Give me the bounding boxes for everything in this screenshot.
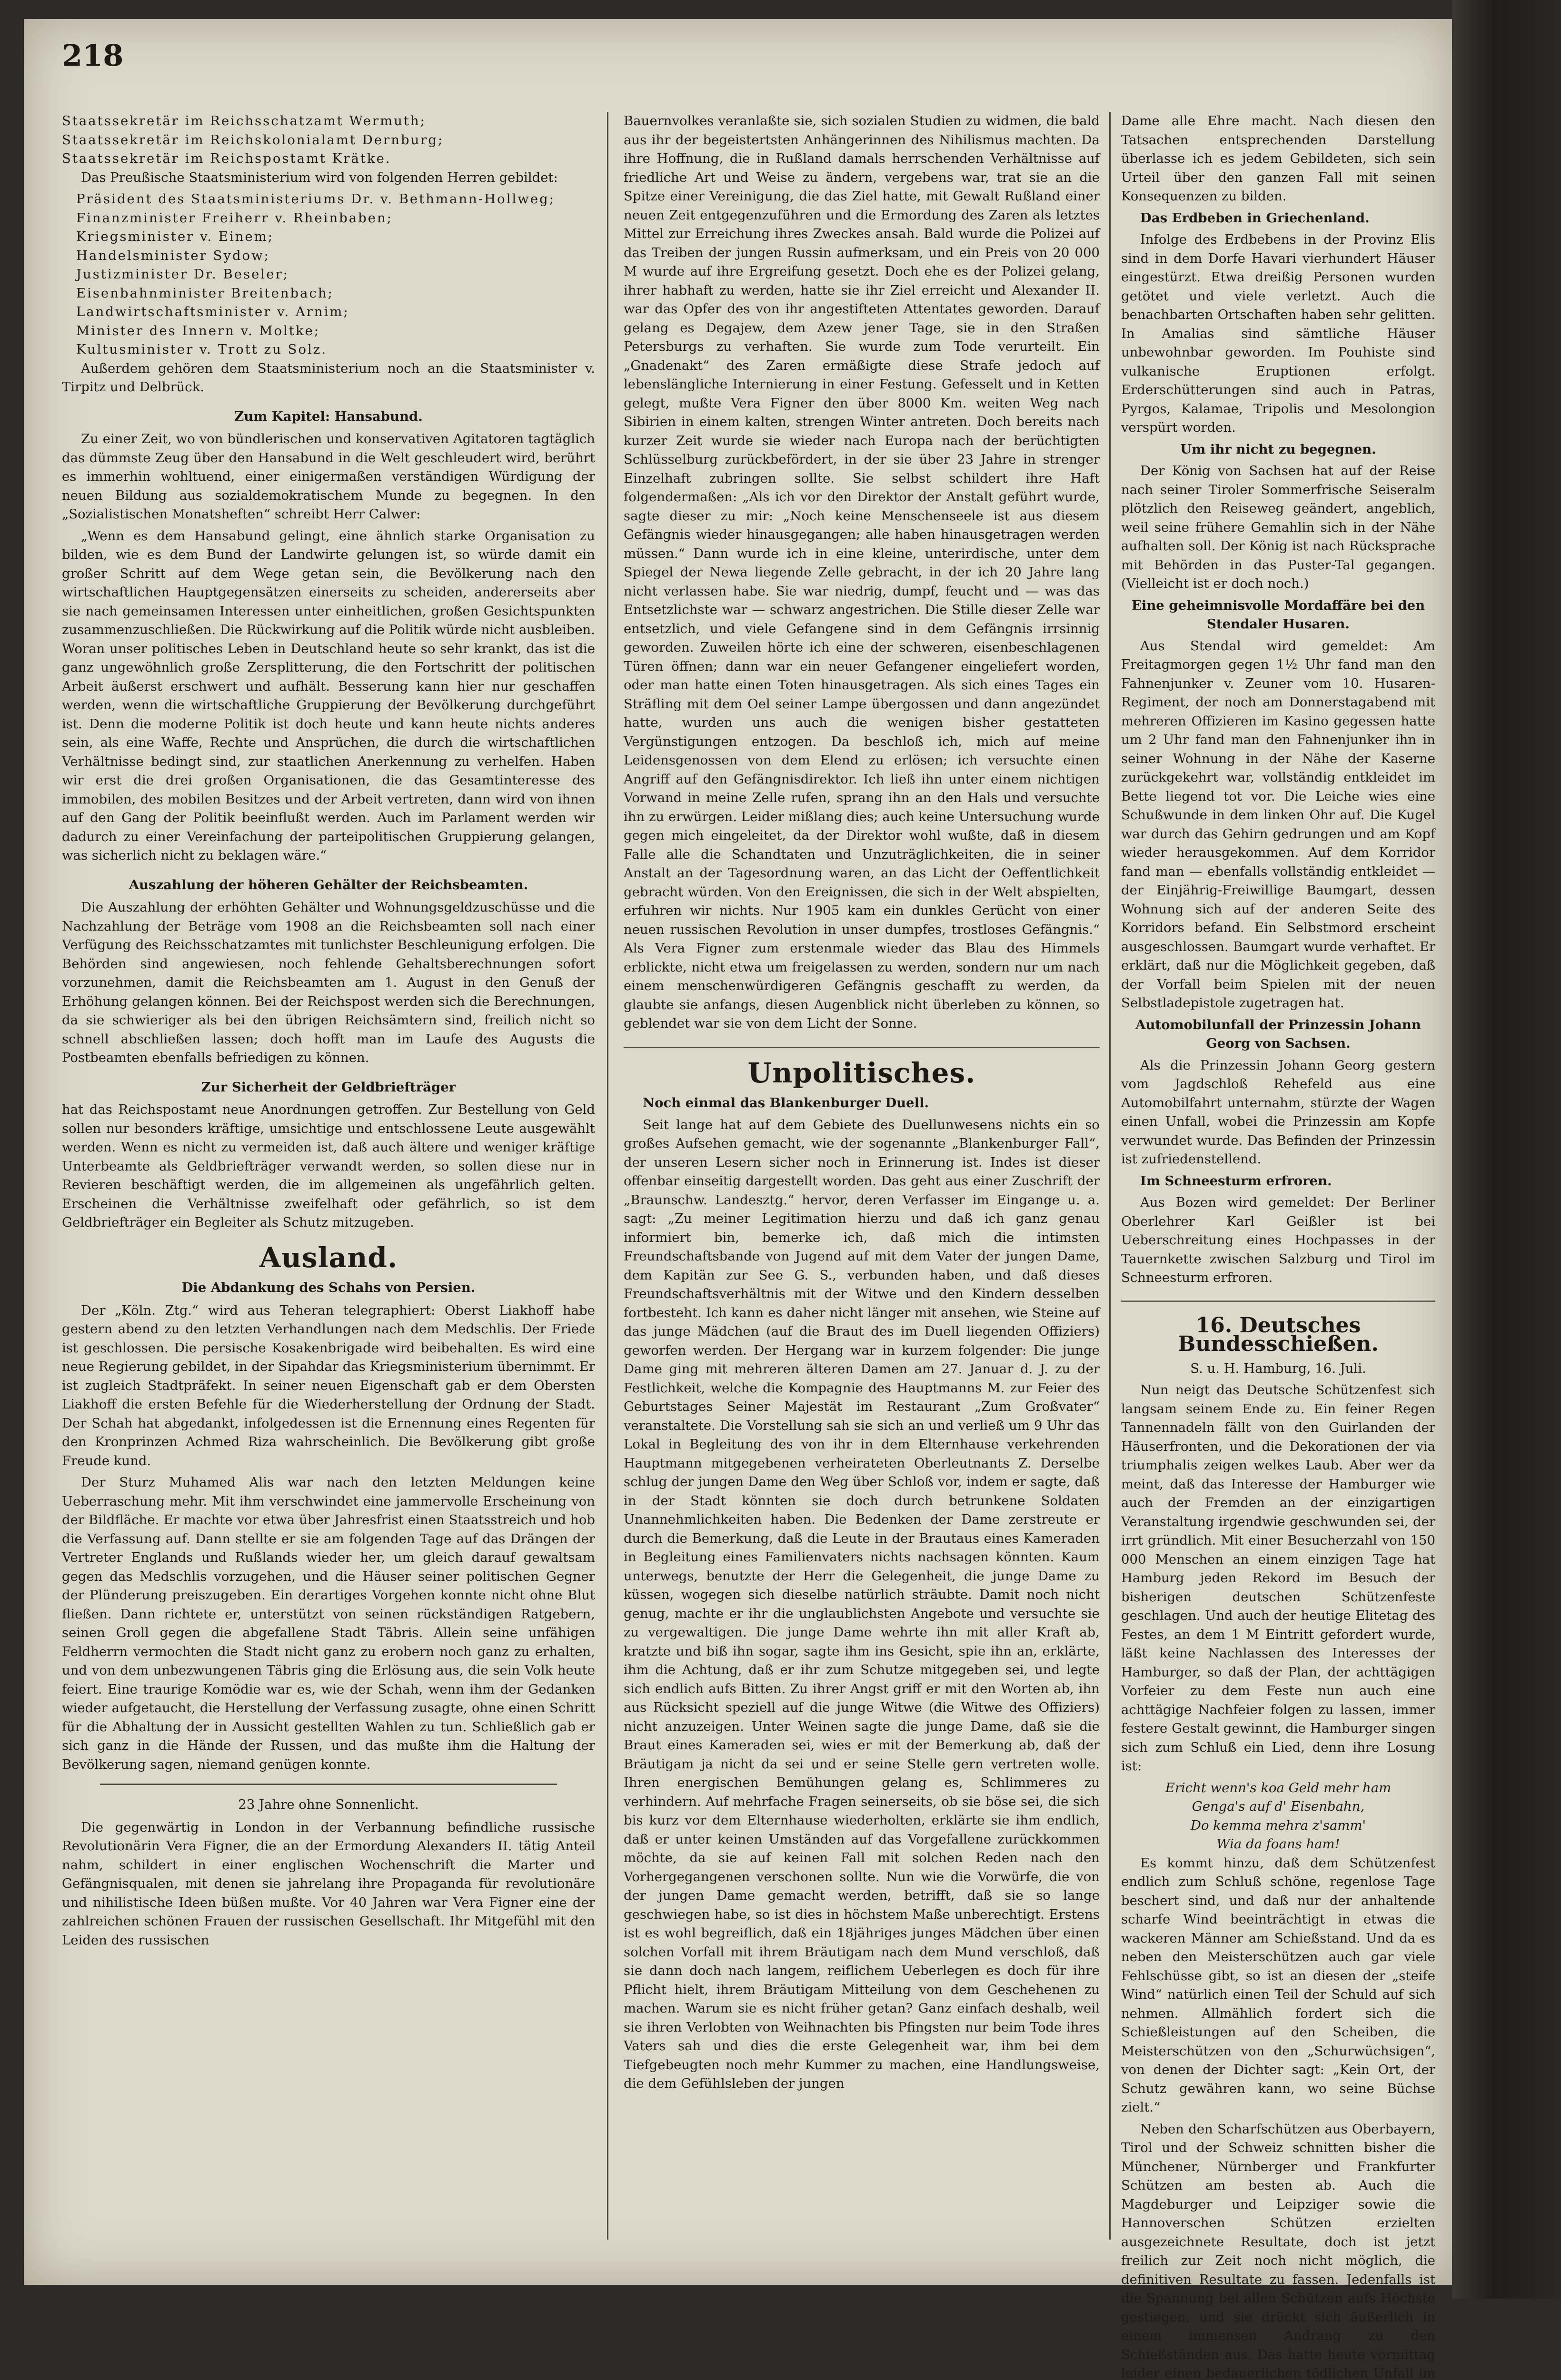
- ausland-title: Ausland.: [62, 1249, 595, 1268]
- erdbeben-para: Infolge des Erdbebens in der Provinz Elis sind in dem Dorfe Havari vierhundert Häuser eingestürzt. Etwa dreißig Personen wurden getötet und viele verletzt. Auch die benachbarten Ortschaften haben sehr gelitten. In Amalias sind sämtliche Häuser unbewohnbar geworden. Im Pouhiste sind vulkanische Eruptionen erfolgt. Erderschütterungen sind auch in Patras, Pyrgos, Kalamae, Tripolis und Mesolongion verspürt worden.: [1121, 230, 1435, 437]
- verse-line-4: Wia da foans ham!: [1121, 1835, 1435, 1854]
- geldbrief-title: Zur Sicherheit der Geldbriefträger: [62, 1078, 595, 1097]
- column-rule-2: [1109, 112, 1111, 2240]
- verse-line-1: Ericht wenn's koa Geld mehr ham: [1121, 1779, 1435, 1798]
- book-binding: [1452, 0, 1561, 2299]
- ministry-outro: Außerdem gehören dem Staatsministerium noch an die Staatsminister v. Tirpitz und Delbrück.: [62, 359, 595, 397]
- minister-6: Eisenbahnminister Breitenbach;: [62, 284, 595, 303]
- minister-8: Minister des Innern v. Moltke;: [62, 322, 595, 341]
- minister-2: Finanzminister Freiherr v. Rheinbaben;: [62, 209, 595, 228]
- figner-para: Bauernvolkes veranlaßte sie, sich sozialen Studien zu widmen, die bald aus ihr der begeistertsten Anhängerinnen des Nihilismus machten. Da ihre Hoffnung, die in Rußland damals herrschenden Verhältnisse auf friedliche Art und Weise zu ändern, vergebens war, trat sie an die Spitze einer Vereinigung, die das Ziel hatte, mit Gewalt Rußland einer neuen Zeit entgegenzuführen und die Ermordung des Zaren als letztes Mittel zur Erreichung ihres Zweckes ansah. Bald wurde die Polizei auf das Treiben der jungen Russin aufmerksam, und ein Preis von 20 000 M wurde auf ihre Ergreifung gesetzt. Doch ehe es der Polizei gelang, ihrer habhaft zu werden, hatte sie ihr Ziel erreicht und Alexander II. war das Opfer des von ihr angestifteten Attentates geworden. Darauf gelang es Degajew, dem Azew jener Tage, sie in den Straßen Petersburgs zu verhaften. Sie wurde zum Tode verurteilt. Ein „Gnadenakt“ des Zaren ermäßigte diese Strafe jedoch auf lebenslängliche Internierung in einer Festung. Gefesselt und in Ketten gelegt, mußte Vera Figner den über 8000 Km. weiten Weg nach Sibirien in einem kalten, strengen Winter antreten. Doch bereits nach kurzer Zeit wurde sie wieder nach Europa nach der berüchtigten Schlüsselburg zurückbefördert, in der sie über 23 Jahre in strenger Einzelhaft zubringen sollte. Sie selbst schildert ihre Haft folgendermaßen: „Als ich vor den Direktor der Anstalt geführt wurde, sagte dieser zu mir: „Noch keine Menschenseele ist aus diesem Gefängnis wieder hinausgegangen; alle haben hinausgetragen werden müssen.“ Dann wurde ich in eine kleine, unterirdische, unter dem Spiegel der Newa liegende Zelle gebracht, in der ich 20 Jahre lang nicht verlassen habe. Sie war niedrig, dumpf, feucht und — was das Entsetzlichste war — schwarz angestrichen. Die Stille dieser Zelle war entsetzlich, und viele Gefangene sind in dem Gefängnis irrsinnig geworden. Zuweilen hörte ich eine der schweren, eisenbeschlagenen Türen öffnen; dann war ein neuer Gefangener eingeliefert worden, oder man hatte einen Toten hinausgetragen. Als sich eines Tages ein Sträfling mit dem Oel seiner Lampe übergossen und dann angezündet hatte, wurden uns auch die wenigen bisher gestatteten Vergünstigungen entzogen. Da beschloß ich, mich auf meine Leidensgenossen von dem Elend zu erlösen; ich versuchte einen Angriff auf den Gefängnisdirektor. Ich ließ ihn unter einem nichtigen Vorwand in meine Zelle rufen, sprang ihn an den Hals und versuchte ihn zu erwürgen. Leider mißlang dies; auch keine Untersuchung wurde gegen mich eingeleitet, da der Direktor wohl wußte, daß in diesem Falle alle die Schandtaten und Unzuträglichkeiten, die in seiner Anstalt an der Tagesordnung waren, an das Licht der Oeffentlichkeit gebracht würden. Von den Ereignissen, die sich in der Welt abspielten, erfuhren wir nichts. Nur 1905 kam ein dunkles Gerücht von einer neuen russischen Revolution in unser dumpfes, trostloses Gefängnis.“ Als Vera Figner zum erstenmale wieder das Blau des Himmels erblickte, nicht etwa um freigelassen zu werden, sondern nur um nach einem menschenwürdigeren Gefängnis geschafft zu werden, da glaubte sie anfangs, diesen Augenblick nicht überleben zu können, so geblendet war sie von dem Licht der Sonne.: [624, 112, 1100, 1033]
- minister-4: Handelsminister Sydow;: [62, 247, 595, 266]
- divider: [100, 1784, 557, 1785]
- hansabund-title: Zum Kapitel: Hansabund.: [62, 407, 595, 426]
- geldbrief-para: hat das Reichspostamt neue Anordnungen getroffen. Zur Bestellung von Geld sollen nur besonders kräftige, umsichtige und entschlossene Leute ausgewählt werden. Wenn es nicht zu vermeiden ist, daß auch ältere und weniger kräftige Unterbeamte als Geldbriefträger verwandt werden, so sollen diese nur in Revieren beschäftigt werden, die im allgemeinen als ungefährlich gelten. Erscheinen die Verhältnisse zweifelhaft oder gefährlich, so ist dem Geldbriefträger ein Begleiter als Schutz mitzugeben.: [62, 1101, 595, 1232]
- schah-para-1: Der „Köln. Ztg.“ wird aus Teheran telegraphiert: Oberst Liakhoff habe gestern abend zu den letzten Verhandlungen nach dem Medschlis. Der Friede ist geschlossen. Die persische Kosakenbrigade wird beibehalten. Es wird eine neue Regierung gebildet, in der Sipahdar das Kriegsministerium übernimmt. Er ist zugleich Stadtpräfekt. In seiner neuen Eigenschaft gab er dem Obersten Liakhoff die ersten Befehle für die Wiederherstellung der Ordnung der Stadt. Der Schah hat abgedankt, infolgedessen ist die Ernennung eines Regenten für den Kronprinzen Achmed Riza wahrscheinlich. Die Bevölkerung gibt große Freude kund.: [62, 1301, 595, 1471]
- gehaelter-title: Auszahlung der höheren Gehälter der Reichsbeamten.: [62, 876, 595, 895]
- secretary-line-3: Staatssekretär im Reichspostamt Krätke.: [62, 149, 595, 169]
- secretary-line-1: Staatssekretär im Reichsschatzamt Wermuth;: [62, 112, 595, 131]
- minister-9: Kultusminister v. Trott zu Solz.: [62, 340, 595, 359]
- divider: [1121, 1300, 1435, 1302]
- schah-title: Die Abdankung des Schahs von Persien.: [62, 1279, 595, 1298]
- secretary-line-2: Staatssekretär im Reichskolonialamt Dernburg;: [62, 131, 595, 150]
- hansabund-para-1: Zu einer Zeit, wo von bündlerischen und konservativen Agitatoren tagtäglich das dümmste Zeug über den Hansabund in die Welt geschleudert wird, berührt es immerhin wohltuend, einer einigermaßen verständigen Würdigung der neuen Bildung aus sozialdemokratischem Munde zu begegnen. In den „Sozialistischen Monatsheften“ schreibt Herr Calwer:: [62, 430, 595, 524]
- minister-7: Landwirtschaftsminister v. Arnim;: [62, 303, 595, 322]
- page-number: 218: [62, 38, 123, 73]
- column-1: [62, 112, 595, 2263]
- bundesschiessen-dateline: S. u. H. Hamburg, 16. Juli.: [1121, 1359, 1435, 1378]
- husaren-title: Eine geheimnisvolle Mordaffäre bei den Stendaler Husaren.: [1121, 596, 1435, 634]
- bundes-para-1: Nun neigt das Deutsche Schützenfest sich langsam seinem Ende zu. Ein feiner Regen Tannennadeln fällt von den Guirlanden der Häuserfronten, und die Dekorationen der via triumphalis zeigen welkes Laub. Aber wer da meint, daß das Interesse der Hamburger wie auch der Fremden an der einzigartigen Veranstaltung irgendwie geschwunden sei, der irrt gründlich. Mit einer Besucherzahl von 150 000 Menschen an einem einzigen Tage hat Hamburg jeden Rekord im Besuch der bisherigen deutschen Schützenfeste geschlagen. Und auch der heutige Elitetag des Festes, an dem 1 M Eintritt gefordert wurde, läßt keine Nachlassen des Interesses der Hamburger, so daß der Plan, der achttägigen Vorfeier zu dem Feste nun auch eine achttägige Nachfeier folgen zu lassen, immer festere Gestalt gewinnt, die Hamburger singen sich zum Schluß ein Lied, denn ihre Losung ist:: [1121, 1381, 1435, 1776]
- ministry-intro: Das Preußische Staatsministerium wird von folgenden Herren gebildet:: [62, 169, 595, 188]
- newspaper-page: [24, 19, 1452, 2285]
- koenig-title: Um ihr nicht zu begegnen.: [1121, 440, 1435, 459]
- minister-5: Justizminister Dr. Beseler;: [62, 265, 595, 284]
- duell-end: Dame alle Ehre macht. Nach diesen den Tatsachen entsprechenden Darstellung überlasse ich es jedem Gebildeten, sich sein Urteil über den ganzen Fall mit seinen Konsequenzen zu bilden.: [1121, 112, 1435, 206]
- auto-para: Als die Prinzessin Johann Georg gestern vom Jagdschloß Rehefeld aus eine Automobilfahrt unternahm, stürzte der Wagen einen Unfall, wobei die Prinzessin am Kopfe verwundet wurde. Das Befinden der Prinzessin ist zufriedenstellend.: [1121, 1056, 1435, 1169]
- bundes-para-2: Es kommt hinzu, daß dem Schützenfest endlich zum Schluß schöne, regenlose Tage beschert sind, und daß nur der anhaltende scharfe Wind beeinträchtigt in etwas die wackeren Männer am Schießstand. Und da es neben den Meisterschützen auch gar viele Fehlschüsse gibt, so ist an diesen der „steife Wind“ natürlich einen Teil der Schuld auf sich nehmen. Allmählich fordert sich die Schießleistungen auf den Scheiben, die Meisterschützen von den „Schurwüchsigen“, von denen der Dichter sagt: „Kein Ort, der Schutz gewähren kann, wo seine Büchse zielt.“: [1121, 1854, 1435, 2117]
- sonnen-title: 23 Jahre ohne Sonnenlicht.: [62, 1795, 595, 1815]
- duell-lead: Noch einmal das Blankenburger Duell.: [643, 1095, 929, 1111]
- erdbeben-title: Das Erdbeben in Griechenland.: [1140, 210, 1370, 226]
- minister-1: Präsident des Staatsministeriums Dr. v. Bethmann-Hollweg;: [62, 190, 595, 209]
- gehaelter-para: Die Auszahlung der erhöhten Gehälter und Wohnungsgeldzuschüsse und die Nachzahlung der Beträge vom 1908 an die Reichsbeamten soll nach einer Verfügung des Reichsschatzamtes mit tunlichster Beschleunigung erfolgen. Die Behörden sind angewiesen, noch fehlende Gehaltsberechnungen sofort vorzunehmen, damit die Reichsbeamten am 1. August in den Genuß der Erhöhung gelangen können. Bei der Reichspost werden sich die Berechnungen, da sie schwieriger als bei den übrigen Reichsämtern sind, freilich nicht so schnell abschließen lassen; doch hofft man im Laufe des Augusts die Postbeamten ebenfalls befriedigen zu können.: [62, 898, 595, 1068]
- divider: [624, 1046, 1100, 1048]
- minister-3: Kriegsminister v. Einem;: [62, 228, 595, 247]
- schnee-title: Im Schneesturm erfroren.: [1140, 1173, 1332, 1189]
- column-3: [1121, 112, 1435, 2263]
- husaren-para: Aus Stendal wird gemeldet: Am Freitagmorgen gegen 1½ Uhr fand man den Fahnenjunker v. Zeuner vom 10. Husaren-Regiment, der noch am Donnerstagabend mit mehreren Offizieren im Kasino gegessen hatte um 2 Uhr fand man den Fahnenjunker ihn in seiner Wohnung in der Nähe der Kaserne zurückgekehrt war, vollständig entkleidet im Bette liegend tot vor. Die Leiche wies eine Schußwunde in dem linken Ohr auf. Die Kugel war durch das Gehirn gedrungen und am Kopf wieder herausgekommen. Auf dem Korridor fand man — ebenfalls vollständig entkleidet — der Einjährig-Freiwillige Baumgart, dessen Wohnung sich auf der anderen Seite des Korridors befand. Ein Selbstmord erscheint ausgeschlossen. Baumgart wurde verhaftet. Er erklärt, daß nur die Möglichkeit gegeben, daß der Vorfall beim Spielen mit der neuen Selbstladepistole zugetragen hat.: [1121, 637, 1435, 1013]
- sonnen-para: Die gegenwärtig in London in der Verbannung befindliche russische Revolutionärin Vera Figner, die an der Ermordung Alexanders II. tätig Anteil nahm, schildert in einer englischen Wochenschrift die Marter und Gefängnisqualen, mit denen sie jahrelang ihre Propaganda für revolutionäre und nihilistische Ideen büßen mußte. Vor 40 Jahren war Vera Figner eine der zahlreichen schönen Frauen der russischen Gesellschaft. Ihr Mitgefühl mit den Leiden des russischen: [62, 1818, 595, 1950]
- auto-title: Automobilunfall der Prinzessin Johann Georg von Sachsen.: [1121, 1016, 1435, 1053]
- duell-para: Seit lange hat auf dem Gebiete des Duellunwesens nichts ein so großes Aufsehen gemacht, wie der sogenannte „Blankenburger Fall“, der unseren Lesern sicher noch in Erinnerung ist. Indes ist dieser offenbar einseitig dargestellt worden. Das geht aus einer Zuschrift der „Braunschw. Landesztg.“ hervor, deren Verfasser im Eingange u. a. sagt: „Zu meiner Legitimation hierzu und daß ich ganz genau informiert bin, bemerke ich, daß mich die intimsten Freundschaftsbande von Jugend auf mit dem Vater der jungen Dame, dem Kapitän zur See G. S., verbunden haben, und daß dieses Freundschaftsverhältnis mit der Witwe und den Kindern desselben fortbesteht. Ich kann es daher nicht länger mit ansehen, wie Steine auf das junge Mädchen (auf die Braut des im Duell liegenden Offiziers) geworfen werden. Der Hergang war in kurzem folgender: Die junge Dame ging mit mehreren älteren Damen am 27. Januar d. J. zu der Festlichkeit, welche die Kompagnie des Hauptmanns M. zur Feier des Geburtstages Seiner Majestät im Restaurant „Zum Großvater“ veranstaltete. Die Vorstellung sah sie sich an und verließ um 9 Uhr das Lokal in Begleitung des von ihr in dem Elternhause verkehrenden Hauptmann mitgegebenen verheirateten Oberleutnants Z. Derselbe schlug der jungen Dame den Weg über Schloß vor, indem er sagte, daß in der Stadt könnten sie doch durch betrunkene Soldaten Unannehmlichkeiten haben. Die Bedenken der Dame zerstreute er durch die Bemerkung, daß die Leute in der Brautaus eines Kameraden in Begleitung eines Familienvaters nichts nachsagen könnten. Kaum unterwegs, benutzte der Herr die Gelegenheit, die junge Dame zu küssen, wogegen sich dieselbe natürlich sträubte. Damit noch nicht genug, machte er ihr die unglaublichsten Angebote und versuchte sie zu vergewaltigen. Die junge Dame wehrte ihn mit aller Kraft ab, kratzte und biß ihn sogar, sagte ihm ins Gesicht, spie ihn an, erklärte, ihm die Achtung, daß er ihr zum Schutze mitgegeben sei, und legte sich endlich aufs Bitten. Zu ihrer Angst griff er mit den Worten ab, ihn aus Rücksicht speziell auf die junge Witwe (die Witwe des Offiziers) nicht anzuzeigen. Unter Weinen sagte die junge Dame, daß sie die Braut eines Kameraden sei, wies er mit der Bemerkung ab, daß der Bräutigam ja nicht da sei und er seine Stelle gern vertreten wolle. Ihren energischen Bemühungen gelang es, Schlimmeres zu verhindern. Auf mehrfache Fragen seinerseits, ob sie böse sei, die sich bis kurz vor dem Elternhause wiederholten, erklärte sie ihm endlich, daß er unter keinen Umständen auf das Vorgefallene zurückkommen möchte, da sie auf keinen Fall mit solchen Reden nach den Vorhergegangenen verschonen sollte. Nun wie die Vorwürfe, die von der jungen Dame gemacht werden, betrifft, daß sie so lange geschwiegen habe, so ist dies in höchstem Maße unberechtigt. Erstens ist es wohl begreiflich, daß ein 18jähriges junges Mädchen über einen solchen Vorfall mit ihrem Bräutigam nach dem Mund verschloß, daß sie dann doch nach langem, reiflichem Ueberlegen es doch für ihre Pflicht hielt, ihrem Bräutigam Mitteilung von dem Geschehenen zu machen. Warum sie es nicht früher getan? Ganz einfach deshalb, weil sie ihren Verlobten von Weihnachten bis Pfingsten nur beim Tode ihres Vaters sah und dies die erste Gelegenheit war, ihm bei dem Tiefgebeugten noch mehr Kummer zu machen, eine Handlungsweise, die dem Gefühlsleben der jungen: [624, 1116, 1100, 2093]
- column-2: [624, 112, 1100, 2263]
- schnee-para: Aus Bozen wird gemeldet: Der Berliner Oberlehrer Karl Geißler ist bei Ueberschreitung eines Hochpasses in der Tauernkette zwischen Salzburg und Tirol im Schneesturm erfroren.: [1121, 1193, 1435, 1288]
- column-rule-1: [607, 112, 608, 2240]
- verse-line-2: Genga's auf d' Eisenbahn,: [1121, 1797, 1435, 1816]
- verse-line-3: Do kemma mehra z'samm': [1121, 1816, 1435, 1835]
- koenig-para: Der König von Sachsen hat auf der Reise nach seiner Tiroler Sommerfrische Seiseralm plötzlich den Reiseweg geändert, angeblich, weil seine frühere Gemahlin sich in der Nähe aufhalten soll. Der König ist nach Rücksprache mit Behörden in das Puster-Tal gegangen. (Vielleicht ist er doch noch.): [1121, 462, 1435, 594]
- hansabund-para-2: „Wenn es dem Hansabund gelingt, eine ähnlich starke Organisation zu bilden, wie es dem Bund der Landwirte gelungen ist, so würde damit ein großer Schritt auf dem Wege getan sein, die Bevölkerung nach den wirtschaftlichen Hauptgegensätzen einerseits zu scheiden, andererseits aber sie nach gemeinsamen Interessen unter einheitlichen, großen Gesichtspunkten zusammenzuschließen. Die Rückwirkung auf die Politik würde nicht ausbleiben. Woran unser politisches Leben in Deutschland heute so sehr krankt, das ist die ganz ungewöhnlich große Zersplitterung, die den Fortschritt der politischen Arbeit äußerst erschwert und aufhält. Besserung kann hier nur geschaffen werden, wenn die wirtschaftliche Gruppierung der Bevölkerung durchgeführt ist. Denn die moderne Politik ist doch heute und kann heute nichts anderes sein, als eine Waffe, Rechte und Ansprüchen, die durch die wirtschaftlichen Verhältnisse bedingt sind, zur staatlichen Anerkennung zu verhelfen. Haben wir erst die drei großen Organisationen, die das Gesamtinteresse des immobilen, des mobilen Besitzes und der Arbeit vertreten, dann wird von ihnen auf den Gang der Politik beeinflußt werden. Auch im Parlament werden wir dadurch zu einer Vereinfachung der parteipolitischen Gruppierung gelangen, was sicherlich nicht zu beklagen wäre.“: [62, 527, 595, 865]
- bundes-para-3: Neben den Scharfschützen aus Oberbayern, Tirol und der Schweiz schnitten bisher die Münchener, Nürnberger und Frankfurter Schützen am besten ab. Auch die Magdeburger und Leipziger sowie die Hannoverschen Schützen erzielten ausgezeichnete Resultate, doch ist jetzt freilich zur Zeit noch nicht möglich, die definitiven Resultate zu fassen. Jedenfalls ist die Spannung bei allen Schützen aufs Höchste gestiegen, und sie drückt sich äußerlich in einem immensen Andrang zu den Schießständen aus. Das hatte heute vormittag leider einen bedauerlichen tödlichen Unfall im: [1121, 2120, 1435, 2380]
- bundesschiessen-title: 16. Deutsches Bundesschießen.: [1121, 1316, 1435, 1354]
- unpolitisches-title: Unpolitisches.: [624, 1064, 1100, 1083]
- schah-para-2: Der Sturz Muhamed Alis war nach den letzten Meldungen keine Ueberraschung mehr. Mit ihm verschwindet eine jammervolle Erscheinung von der Bildfläche. Er machte vor etwa über Jahresfrist einen Staatsstreich und hob die Verfassung auf. Dann stellte er sie am folgenden Tage auf das Drängen der Vertreter Englands und Rußlands wieder her, um gleich darauf gewaltsam gegen das Medschlis vorzugehen, und die Häuser seiner politischen Gegner der Plünderung preiszugeben. Ein derartiges Vorgehen konnte nicht ohne Blut fließen. Dann richtete er, unterstützt von seinen rückständigen Ratgebern, seinen Groll gegen die abgefallene Stadt Täbris. Allein seine unfähigen Feldherrn vermochten die Stadt nicht ganz zu erobern noch ganz zu erhalten, und von dem unbezwungenen Täbris ging die Erlösung aus, die sein Volk heute feiert. Eine traurige Komödie war es, wie der Schah, wenn ihm der Gedanken wieder aufgetaucht, die Herstellung der Verfassung zusagte, ohne einen Schritt für die Abhaltung der in Aussicht gestellten Wahlen zu tun. Schließlich gab er sich ganz in die Hände der Russen, und das mußte ihm die Haltung der Bevölkerung sagen, niemand genügen konnte.: [62, 1473, 595, 1774]
